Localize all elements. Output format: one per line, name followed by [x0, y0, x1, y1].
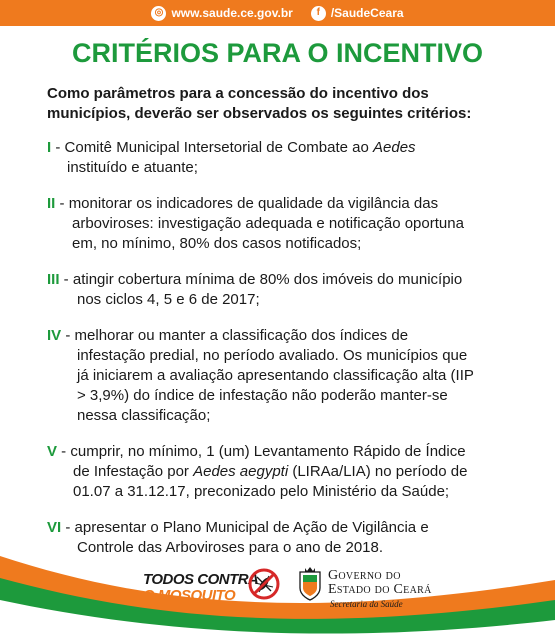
facebook-link[interactable] — [311, 6, 404, 21]
criterion-i-line-1: I - Comitê Municipal Intersetorial de Combate ao Aedes — [47, 139, 416, 156]
criterion-iii-line-1: III - atingir cobertura mínima de 80% dos imóveis do município — [47, 271, 463, 288]
campaign-logo — [143, 572, 258, 604]
campaign-line-1: TODOS CONTRA — [143, 571, 259, 588]
gov-line-2: Estado do Ceará — [328, 582, 432, 597]
criterion-ii-line-1: II - monitorar os indicadores de qualidade da vigilância das — [47, 195, 439, 212]
numeral: VI — [47, 519, 62, 536]
government-logo — [328, 569, 432, 611]
state-crest-icon — [297, 566, 323, 602]
criterion-v-line-1: V - cumprir, no mínimo, 1 (um) Levantamento Rápido de Índice — [47, 443, 466, 460]
intro-line-2: municípios, deverão ser observados os seguintes critérios: — [47, 105, 472, 122]
numeral: IV — [47, 327, 62, 344]
gov-line-3: Secretaria da Saúde — [330, 599, 403, 609]
no-mosquito-icon — [247, 567, 281, 601]
page-title: CRITÉRIOS PARA O INCENTIVO — [71, 38, 484, 68]
globe-icon: ◎ — [151, 6, 166, 21]
criterion-iii — [47, 270, 517, 310]
numeral: V — [47, 443, 58, 460]
top-banner — [0, 0, 555, 26]
criterion-ii-line-2: arboviroses: investigação adequada e notificação oportuna — [72, 215, 464, 232]
intro-line-1: Como parâmetros para a concessão do incentivo dos — [47, 85, 429, 102]
campaign-line-2: O MOSQUITO — [143, 587, 236, 604]
criterion-iv-line-4: > 3,9%) do índice de infestação não poderão manter-se — [77, 387, 448, 404]
website-link[interactable] — [151, 6, 292, 21]
facebook-text: /SaudeCeara — [330, 6, 404, 20]
criterion-v-line-2: de Infestação por Aedes aegypti (LIRAa/LIA) no período de — [73, 463, 468, 480]
criteria-list — [47, 138, 517, 574]
criterion-ii — [47, 194, 517, 254]
numeral: III — [47, 271, 60, 288]
criterion-iv-line-1: IV - melhorar ou manter a classificação dos índices de — [47, 327, 409, 344]
criterion-i-line-2: instituído e atuante; — [67, 159, 198, 176]
gov-line-1: Governo do — [328, 568, 401, 583]
criterion-vi-line-2: Controle das Arboviroses para o ano de 2018. — [77, 539, 384, 556]
criterion-iv-line-5: nessa classificação; — [77, 407, 211, 424]
facebook-icon: f — [311, 6, 326, 21]
numeral: I — [47, 139, 52, 156]
criterion-iii-line-2: nos ciclos 4, 5 e 6 de 2017; — [77, 291, 260, 308]
criterion-iv-line-2: infestação predial, no período avaliado. Os municípios que — [77, 347, 468, 364]
criterion-i — [47, 138, 517, 178]
criterion-iv-line-3: já iniciarem a avaliação apresentando classificação alta (IIP — [77, 367, 474, 384]
criterion-iv — [47, 326, 517, 426]
criterion-ii-line-3: em, no mínimo, 80% dos casos notificados; — [72, 235, 362, 252]
website-text: www.saude.ce.gov.br — [171, 6, 293, 20]
intro-text — [47, 84, 517, 124]
numeral: II — [47, 195, 56, 212]
criterion-v-line-3: 01.07 a 31.12.17, preconizado pelo Ministério da Saúde; — [73, 483, 450, 500]
criterion-vi-line-1: VI - apresentar o Plano Municipal de Ação de Vigilância e — [47, 519, 429, 536]
criterion-v — [47, 442, 517, 502]
